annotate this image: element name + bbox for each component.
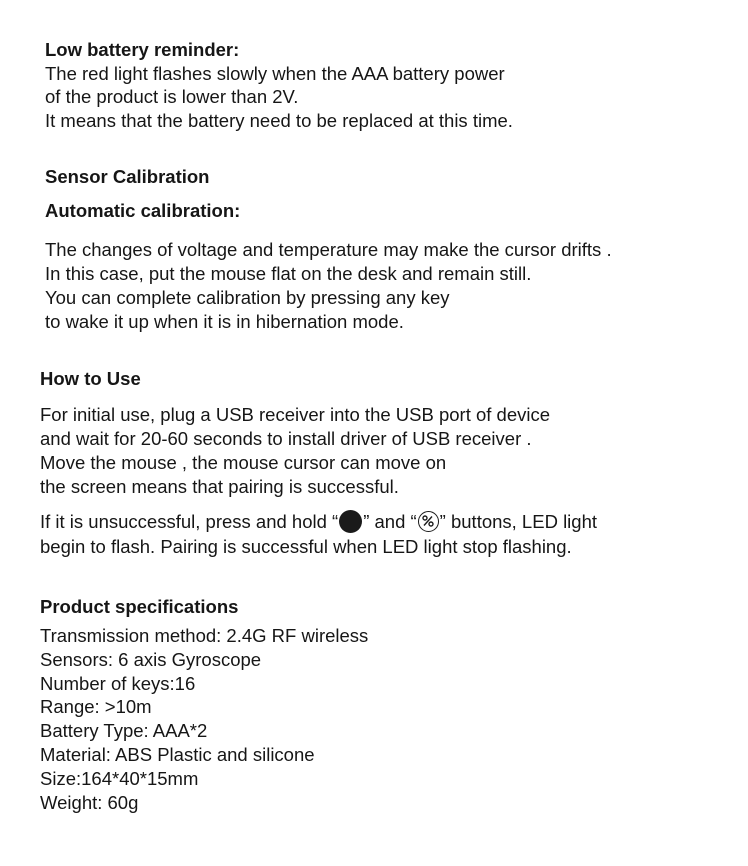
spec-line: Material: ABS Plastic and silicone (40, 744, 315, 765)
pairing-text-part: ” buttons, LED light (439, 511, 598, 532)
pairing-instruction (40, 510, 597, 533)
pairing-text-part: If it is unsuccessful, press and hold “ (40, 511, 339, 532)
calibration-line: In this case, put the mouse flat on the desk and remain still. (45, 263, 532, 284)
how-to-use-heading: How to Use (40, 368, 141, 389)
battery-heading: Low battery reminder: (45, 39, 240, 60)
spec-line: Size:164*40*15mm (40, 768, 199, 789)
how-to-use-line: Move the mouse , the mouse cursor can move on (40, 452, 447, 473)
battery-line: of the product is lower than 2V. (45, 86, 299, 107)
spec-line: Battery Type: AAA*2 (40, 720, 208, 741)
pairing-text-part: ” and “ (363, 511, 417, 532)
spec-line: Number of keys:16 (40, 673, 196, 694)
mode-button-icon (418, 511, 439, 532)
how-to-use-line: the screen means that pairing is successful. (40, 476, 399, 497)
calibration-line: You can complete calibration by pressing any key (45, 287, 450, 308)
calibration-heading: Sensor Calibration (45, 166, 210, 187)
calibration-line: The changes of voltage and temperature may make the cursor drifts . (45, 239, 612, 260)
spec-line: Sensors: 6 axis Gyroscope (40, 649, 262, 670)
spec-line: Transmission method: 2.4G RF wireless (40, 625, 369, 646)
calibration-subheading: Automatic calibration: (45, 200, 241, 221)
battery-line: The red light flashes slowly when the AAA battery power (45, 63, 505, 84)
how-to-use-line: and wait for 20-60 seconds to install driver of USB receiver . (40, 428, 532, 449)
specs-heading: Product specifications (40, 596, 239, 617)
calibration-line: to wake it up when it is in hibernation mode. (45, 311, 404, 332)
how-to-use-line: For initial use, plug a USB receiver into the USB port of device (40, 404, 551, 425)
pairing-instruction-line: begin to flash. Pairing is successful when LED light stop flashing. (40, 536, 572, 557)
spec-line: Range: >10m (40, 696, 152, 717)
battery-line: It means that the battery need to be replaced at this time. (45, 110, 513, 131)
spec-line: Weight: 60g (40, 792, 139, 813)
power-button-icon (339, 510, 362, 533)
